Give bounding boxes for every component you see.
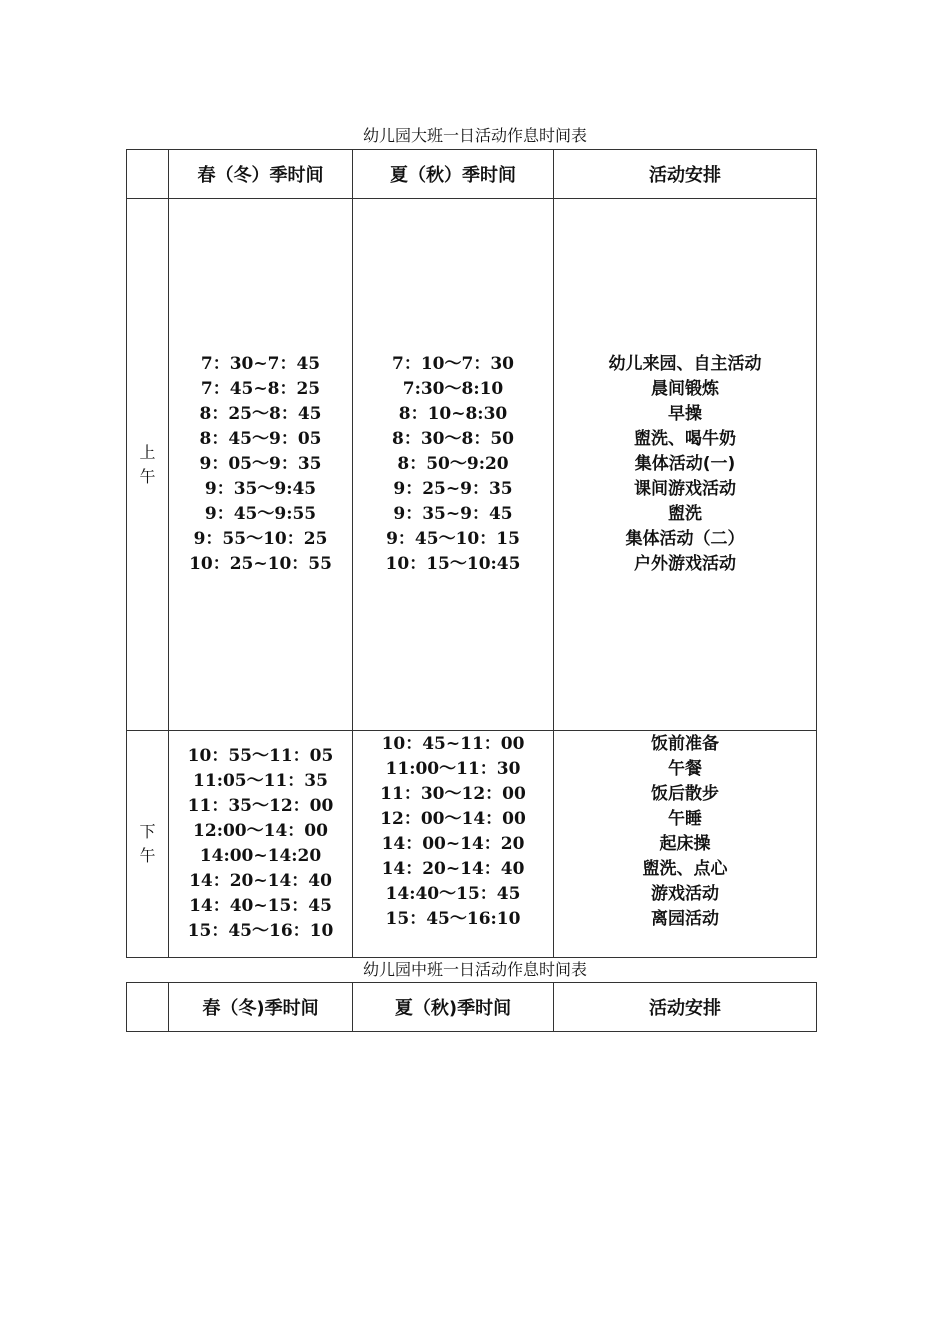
time-entry: 14：20~14：40 bbox=[189, 871, 332, 891]
time-entry: 14:40～15：45 bbox=[385, 884, 521, 904]
period-char: 午 bbox=[139, 846, 156, 865]
time-entry: 12:00～14：00 bbox=[193, 821, 328, 841]
time-entry: 11：35～12：00 bbox=[187, 796, 334, 816]
activity-entry: 盥洗、点心 bbox=[642, 859, 728, 879]
afternoon-summer-times bbox=[353, 731, 554, 958]
activity-entry: 起床操 bbox=[659, 834, 711, 854]
activity-entry: 午餐 bbox=[668, 759, 702, 779]
time-entry: 7:30～8:10 bbox=[402, 379, 504, 399]
time-entry: 12：00～14：00 bbox=[380, 809, 526, 829]
morning-summer-times bbox=[353, 199, 554, 731]
middle-class-schedule-table bbox=[126, 982, 817, 1032]
activity-entry: 幼儿来园、自主活动 bbox=[608, 354, 762, 374]
time-entry: 9：45～9:55 bbox=[204, 504, 317, 524]
morning-spring-times bbox=[169, 199, 353, 731]
time-entry: 9：45～10：15 bbox=[386, 529, 520, 549]
time-entry: 9：05～9：35 bbox=[199, 454, 322, 474]
table2-header-spring: 春（冬)季时间 bbox=[169, 983, 353, 1032]
activity-entry: 午睡 bbox=[668, 809, 702, 829]
time-entry: 7：10～7：30 bbox=[392, 354, 514, 374]
activity-entry: 晨间锻炼 bbox=[651, 379, 719, 399]
activity-entry: 集体活动(一) bbox=[634, 454, 736, 474]
activity-entry: 盥洗、喝牛奶 bbox=[634, 429, 736, 449]
table2-header-summer: 夏（秋)季时间 bbox=[353, 983, 554, 1032]
table1-header-row bbox=[127, 150, 817, 199]
table1-caption: 幼儿园大班一日活动作息时间表 bbox=[362, 126, 587, 145]
afternoon-spring-times bbox=[169, 731, 353, 958]
activity-entry: 饭后散步 bbox=[651, 784, 719, 804]
activity-entry: 课间游戏活动 bbox=[634, 479, 736, 499]
period-char: 下 bbox=[139, 822, 156, 841]
time-entry: 9：35～9:45 bbox=[204, 479, 317, 499]
activity-entry: 离园活动 bbox=[651, 909, 719, 929]
period-char: 上 bbox=[139, 442, 156, 462]
table2-header-activities: 活动安排 bbox=[554, 983, 817, 1032]
table1-header-spring: 春（冬）季时间 bbox=[169, 150, 353, 199]
morning-period-label bbox=[127, 199, 169, 731]
time-entry: 9：55～10：25 bbox=[193, 529, 328, 549]
time-entry: 10：55～11：05 bbox=[187, 746, 334, 766]
activity-entry: 饭前准备 bbox=[651, 734, 719, 754]
time-entry: 7：45~8：25 bbox=[200, 379, 321, 399]
table2-caption: 幼儿园中班一日活动作息时间表 bbox=[362, 960, 587, 979]
time-entry: 14:00~14:20 bbox=[199, 846, 322, 866]
time-entry: 7：30~7：45 bbox=[200, 354, 321, 374]
time-entry: 10：45~11：00 bbox=[381, 734, 525, 754]
time-entry: 8：30～8：50 bbox=[392, 429, 514, 449]
table1-header-summer: 夏（秋）季时间 bbox=[353, 150, 554, 199]
time-entry: 8：10~8:30 bbox=[398, 404, 508, 424]
time-entry: 9：35~9：45 bbox=[393, 504, 513, 524]
time-entry: 15：45～16：10 bbox=[187, 921, 334, 941]
time-entry: 10：15～10:45 bbox=[385, 554, 521, 574]
table1-header-blank bbox=[127, 150, 169, 199]
time-entry: 11：30～12：00 bbox=[380, 784, 526, 804]
afternoon-period-label bbox=[127, 731, 169, 958]
table2-header-blank bbox=[127, 983, 169, 1032]
time-entry: 11:00～11：30 bbox=[385, 759, 521, 779]
morning-activities bbox=[554, 199, 817, 731]
time-entry: 8：45～9：05 bbox=[199, 429, 322, 449]
activity-entry: 户外游戏活动 bbox=[634, 554, 736, 574]
senior-class-schedule-table bbox=[126, 149, 817, 958]
time-entry: 8：50～9:20 bbox=[397, 454, 509, 474]
activity-entry: 早操 bbox=[668, 404, 702, 424]
table1-header-activities: 活动安排 bbox=[554, 150, 817, 199]
activity-entry: 集体活动（二） bbox=[625, 529, 745, 549]
time-entry: 14：40~15：45 bbox=[189, 896, 332, 916]
time-entry: 11:05～11：35 bbox=[193, 771, 328, 791]
time-entry: 14：20~14：40 bbox=[381, 859, 525, 879]
activity-entry: 游戏活动 bbox=[651, 884, 719, 904]
time-entry: 8：25～8：45 bbox=[199, 404, 322, 424]
table1-afternoon-row bbox=[127, 731, 817, 958]
time-entry: 15：45～16:10 bbox=[385, 909, 521, 929]
table2-header-row bbox=[127, 983, 817, 1032]
time-entry: 9：25~9：35 bbox=[393, 479, 513, 499]
period-char: 午 bbox=[139, 466, 156, 486]
table1-morning-row bbox=[127, 199, 817, 731]
activity-entry: 盥洗 bbox=[668, 504, 702, 524]
time-entry: 14：00~14：20 bbox=[381, 834, 525, 854]
time-entry: 10：25~10：55 bbox=[189, 554, 332, 574]
afternoon-activities bbox=[554, 731, 817, 958]
